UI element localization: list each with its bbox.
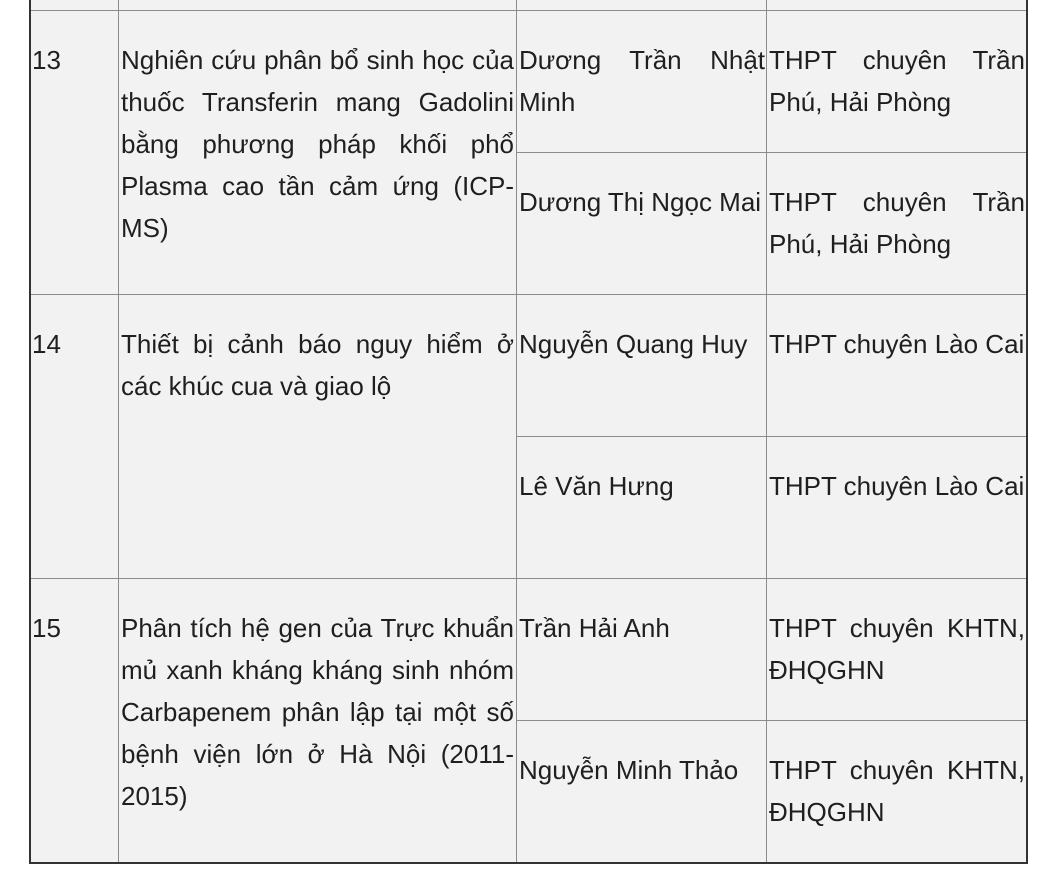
row-13-member-1-name: Dương Trần Nhật Minh <box>519 45 765 117</box>
row-15-member-2-name: Nguyễn Minh Thảo <box>519 755 739 785</box>
row-14-member-1-school: THPT chuyên Lào Cai <box>769 329 1025 359</box>
column-divider <box>766 0 767 862</box>
row-13-member-2-school: THPT chuyên Trần Phú, Hải Phòng <box>769 187 1025 259</box>
row-divider <box>31 578 1026 579</box>
subrow-divider <box>517 152 1026 153</box>
row-13-member-2-name: Dương Thị Ngọc Mai <box>519 187 762 217</box>
subrow-divider <box>517 436 1026 437</box>
row-13-number: 13 <box>32 45 61 75</box>
column-divider <box>516 0 517 862</box>
row-14-member-1-name: Nguyễn Quang Huy <box>519 329 748 359</box>
row-15-member-1-name: Trần Hải Anh <box>519 613 670 643</box>
row-divider <box>31 294 1026 295</box>
column-divider <box>118 0 119 862</box>
row-13-topic: Nghiên cứu phân bổ sinh học của thuốc Transferin mang Gadolini bằng phương pháp khối phổ Plasma cao tần cảm ứng (ICP-MS) <box>121 45 514 243</box>
row-14-member-2-school: THPT chuyên Lào Cai <box>769 471 1025 501</box>
row-14-number: 14 <box>32 329 61 359</box>
subrow-divider <box>517 720 1026 721</box>
row-15-topic: Phân tích hệ gen của Trực khuẩn mủ xanh kháng kháng sinh nhóm Carbapenem phân lập tại một số bệnh viện lớn ở Hà Nội (2011-2015) <box>121 613 514 811</box>
row-15-member-1-school: THPT chuyên KHTN, ĐHQGHN <box>769 613 1025 685</box>
row-15-member-2-school: THPT chuyên KHTN, ĐHQGHN <box>769 755 1025 827</box>
row-15-number: 15 <box>32 613 61 643</box>
row-divider <box>31 10 1026 11</box>
row-14-member-2-name: Lê Văn Hưng <box>519 471 674 501</box>
row-14-topic: Thiết bị cảnh báo nguy hiểm ở các khúc cua và giao lộ <box>121 329 514 401</box>
row-13-member-1-school: THPT chuyên Trần Phú, Hải Phòng <box>769 45 1025 117</box>
